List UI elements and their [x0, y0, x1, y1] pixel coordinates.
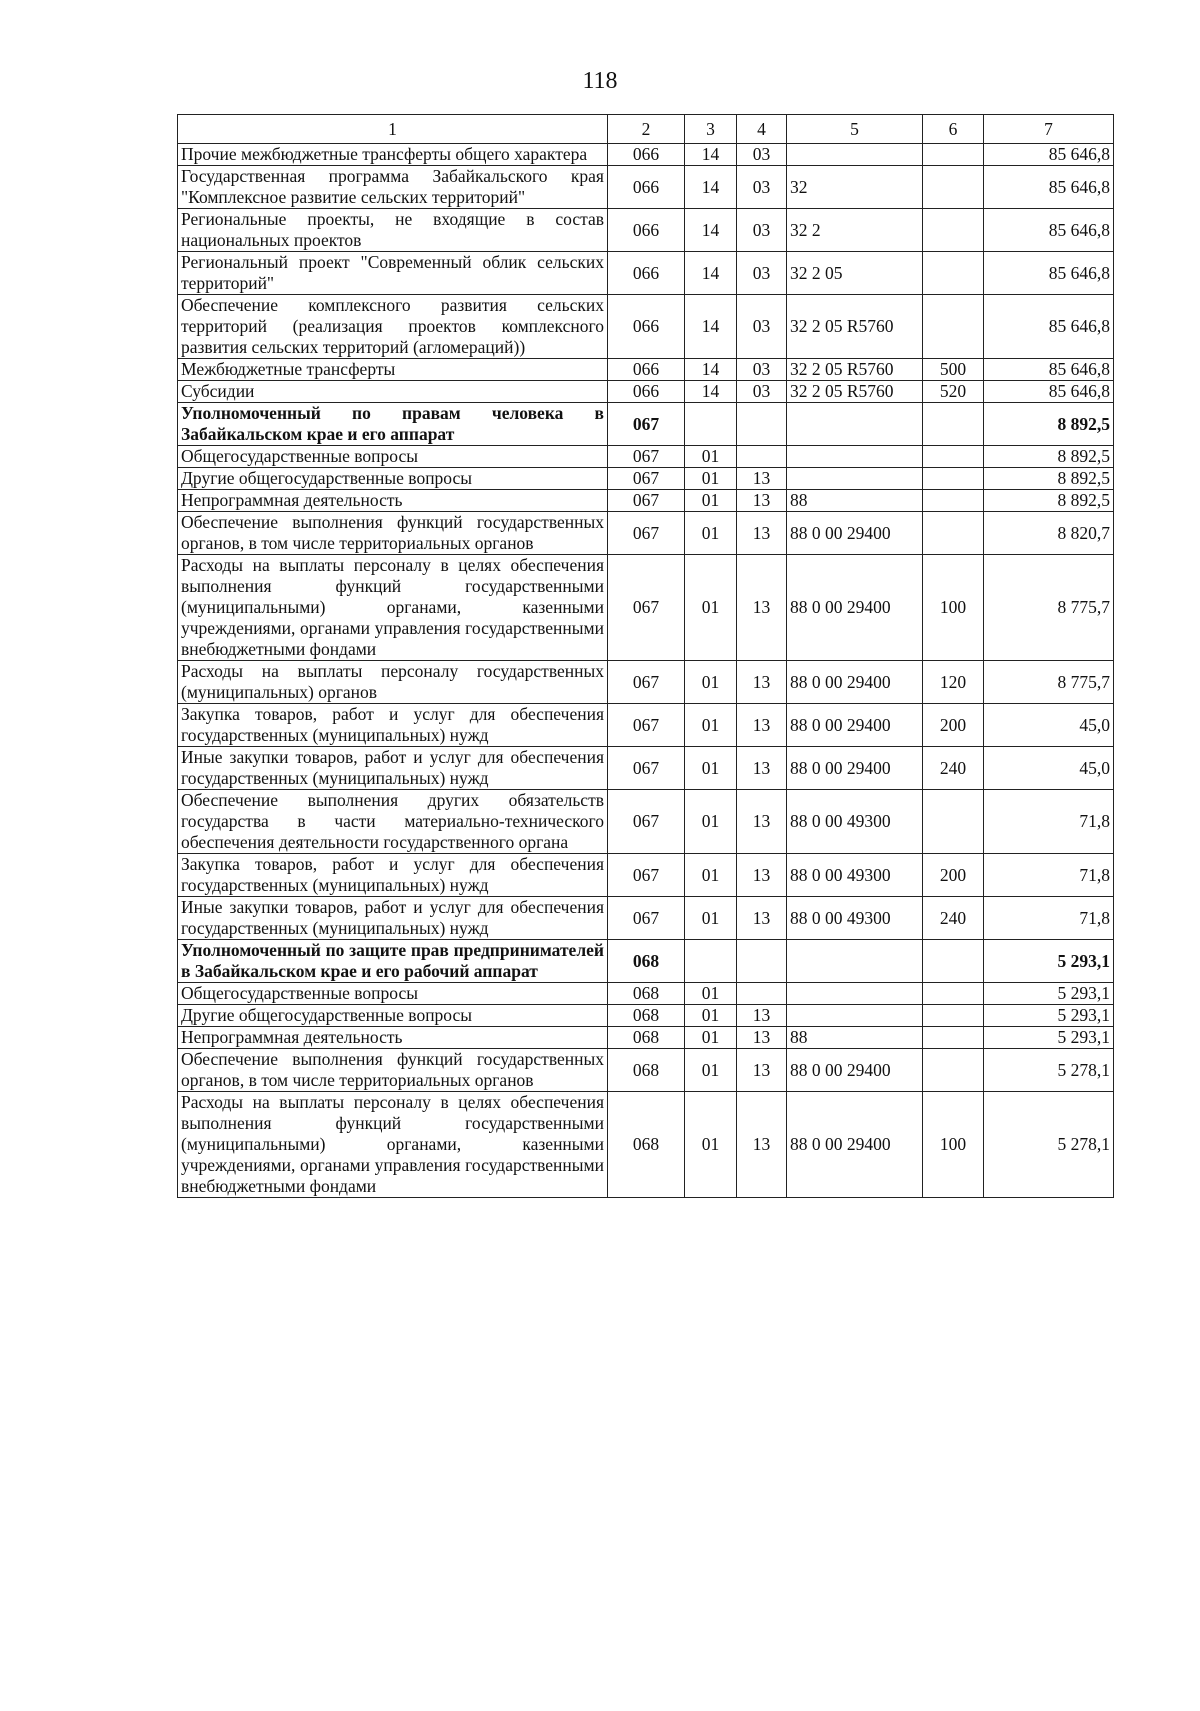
table-row: [178, 209, 1114, 252]
subsection-code-cell: 13: [737, 790, 787, 854]
header-cell-7: 7: [984, 115, 1114, 144]
section-code-cell: 01: [685, 747, 737, 790]
table-row: [178, 252, 1114, 295]
department-code-cell: 067: [608, 897, 685, 940]
subsection-code-cell: 13: [737, 1027, 787, 1049]
department-code-cell: 068: [608, 1049, 685, 1092]
table-body: [178, 144, 1114, 1198]
amount-cell: 8 892,5: [984, 403, 1114, 446]
target-article-cell: 88 0 00 29400: [787, 747, 923, 790]
item-name-cell: Другие общегосударственные вопросы: [178, 1005, 608, 1027]
target-article-cell: [787, 144, 923, 166]
item-name-cell: Иные закупки товаров, работ и услуг для обеспечения государственных (муниципальных) нужд: [178, 747, 608, 790]
expense-type-cell: [923, 468, 984, 490]
expense-type-cell: [923, 1027, 984, 1049]
item-name-cell: Расходы на выплаты персоналу в целях обеспечения выполнения функций государственными (муниципальными) органами, казенными учреждениями, органами управления государственными внебюджетными фондами: [178, 555, 608, 661]
table-row: [178, 1049, 1114, 1092]
table-row: [178, 1027, 1114, 1049]
target-article-cell: 88 0 00 29400: [787, 512, 923, 555]
target-article-cell: 88 0 00 29400: [787, 1049, 923, 1092]
expense-type-cell: [923, 166, 984, 209]
amount-cell: 85 646,8: [984, 252, 1114, 295]
table-row: [178, 555, 1114, 661]
amount-cell: 5 293,1: [984, 983, 1114, 1005]
table-row: [178, 790, 1114, 854]
item-name-cell: Уполномоченный по правам человека в Забайкальском крае и его аппарат: [178, 403, 608, 446]
item-name-cell: Закупка товаров, работ и услуг для обеспечения государственных (муниципальных) нужд: [178, 704, 608, 747]
expense-type-cell: 240: [923, 747, 984, 790]
amount-cell: 85 646,8: [984, 359, 1114, 381]
target-article-cell: [787, 403, 923, 446]
section-code-cell: 01: [685, 490, 737, 512]
section-code-cell: 14: [685, 381, 737, 403]
department-code-cell: 068: [608, 983, 685, 1005]
item-name-cell: Общегосударственные вопросы: [178, 983, 608, 1005]
amount-cell: 8 892,5: [984, 468, 1114, 490]
section-code-cell: 01: [685, 790, 737, 854]
subsection-code-cell: [737, 403, 787, 446]
item-name-cell: Непрограммная деятельность: [178, 1027, 608, 1049]
target-article-cell: [787, 446, 923, 468]
amount-cell: 8 820,7: [984, 512, 1114, 555]
item-name-cell: Региональный проект "Современный облик сельских территорий": [178, 252, 608, 295]
expense-type-cell: [923, 490, 984, 512]
amount-cell: 85 646,8: [984, 166, 1114, 209]
subsection-code-cell: 13: [737, 555, 787, 661]
subsection-code-cell: 13: [737, 512, 787, 555]
table-row: [178, 144, 1114, 166]
amount-cell: 5 293,1: [984, 940, 1114, 983]
expense-type-cell: [923, 295, 984, 359]
table-row: [178, 983, 1114, 1005]
expense-type-cell: 100: [923, 555, 984, 661]
subsection-code-cell: 13: [737, 1092, 787, 1198]
department-code-cell: 067: [608, 468, 685, 490]
subsection-code-cell: 13: [737, 1049, 787, 1092]
expense-type-cell: [923, 403, 984, 446]
amount-cell: 5 278,1: [984, 1049, 1114, 1092]
item-name-cell: Непрограммная деятельность: [178, 490, 608, 512]
subsection-code-cell: 03: [737, 381, 787, 403]
target-article-cell: 32 2 05 R5760: [787, 381, 923, 403]
target-article-cell: 88 0 00 49300: [787, 897, 923, 940]
amount-cell: 5 293,1: [984, 1005, 1114, 1027]
subsection-code-cell: 03: [737, 252, 787, 295]
amount-cell: 45,0: [984, 747, 1114, 790]
item-name-cell: Расходы на выплаты персоналу государственных (муниципальных) органов: [178, 661, 608, 704]
table-row: [178, 747, 1114, 790]
table-row: [178, 295, 1114, 359]
subsection-code-cell: 13: [737, 854, 787, 897]
expense-type-cell: [923, 1005, 984, 1027]
header-cell-1: 1: [178, 115, 608, 144]
department-code-cell: 067: [608, 747, 685, 790]
department-code-cell: 067: [608, 704, 685, 747]
section-code-cell: 01: [685, 1049, 737, 1092]
department-code-cell: 068: [608, 1027, 685, 1049]
section-code-cell: 14: [685, 166, 737, 209]
item-name-cell: Региональные проекты, не входящие в состав национальных проектов: [178, 209, 608, 252]
subsection-code-cell: 13: [737, 747, 787, 790]
subsection-code-cell: 13: [737, 490, 787, 512]
expense-type-cell: 120: [923, 661, 984, 704]
subsection-code-cell: 03: [737, 144, 787, 166]
subsection-code-cell: 03: [737, 295, 787, 359]
expense-type-cell: 200: [923, 854, 984, 897]
section-code-cell: 01: [685, 1092, 737, 1198]
item-name-cell: Обеспечение выполнения функций государственных органов, в том числе территориальных органов: [178, 512, 608, 555]
section-code-cell: 14: [685, 209, 737, 252]
table-row: [178, 403, 1114, 446]
section-code-cell: 14: [685, 359, 737, 381]
table-row: [178, 512, 1114, 555]
subsection-code-cell: 13: [737, 1005, 787, 1027]
department-code-cell: 067: [608, 854, 685, 897]
table-row: [178, 897, 1114, 940]
amount-cell: 8 892,5: [984, 490, 1114, 512]
target-article-cell: 32 2 05: [787, 252, 923, 295]
target-article-cell: 88 0 00 49300: [787, 790, 923, 854]
department-code-cell: 066: [608, 209, 685, 252]
section-code-cell: 01: [685, 512, 737, 555]
section-code-cell: 01: [685, 854, 737, 897]
target-article-cell: 32 2 05 R5760: [787, 295, 923, 359]
department-code-cell: 067: [608, 490, 685, 512]
section-code-cell: 01: [685, 1027, 737, 1049]
subsection-code-cell: [737, 983, 787, 1005]
item-name-cell: Обеспечение комплексного развития сельских территорий (реализация проектов комплексного развития сельских территорий (агломераций)): [178, 295, 608, 359]
department-code-cell: 067: [608, 555, 685, 661]
department-code-cell: 066: [608, 295, 685, 359]
subsection-code-cell: 13: [737, 704, 787, 747]
section-code-cell: 01: [685, 468, 737, 490]
section-code-cell: [685, 403, 737, 446]
department-code-cell: 067: [608, 403, 685, 446]
amount-cell: 5 278,1: [984, 1092, 1114, 1198]
target-article-cell: 88: [787, 1027, 923, 1049]
subsection-code-cell: 03: [737, 359, 787, 381]
expense-type-cell: 240: [923, 897, 984, 940]
target-article-cell: [787, 468, 923, 490]
table-row: [178, 1005, 1114, 1027]
expense-type-cell: 200: [923, 704, 984, 747]
expense-type-cell: 500: [923, 359, 984, 381]
table-row: [178, 490, 1114, 512]
item-name-cell: Государственная программа Забайкальского края "Комплексное развитие сельских территорий": [178, 166, 608, 209]
target-article-cell: [787, 940, 923, 983]
target-article-cell: 88 0 00 29400: [787, 1092, 923, 1198]
amount-cell: 8 775,7: [984, 555, 1114, 661]
item-name-cell: Обеспечение выполнения других обязательств государства в части материально-технического обеспечения деятельности государственного органа: [178, 790, 608, 854]
expense-type-cell: [923, 209, 984, 252]
target-article-cell: 88 0 00 29400: [787, 704, 923, 747]
amount-cell: 85 646,8: [984, 144, 1114, 166]
department-code-cell: 067: [608, 790, 685, 854]
item-name-cell: Межбюджетные трансферты: [178, 359, 608, 381]
department-code-cell: 068: [608, 1005, 685, 1027]
amount-cell: 85 646,8: [984, 381, 1114, 403]
section-code-cell: 01: [685, 704, 737, 747]
amount-cell: 85 646,8: [984, 295, 1114, 359]
amount-cell: 5 293,1: [984, 1027, 1114, 1049]
expense-type-cell: [923, 940, 984, 983]
target-article-cell: 88 0 00 29400: [787, 661, 923, 704]
department-code-cell: 066: [608, 144, 685, 166]
section-code-cell: 01: [685, 661, 737, 704]
section-code-cell: 01: [685, 983, 737, 1005]
item-name-cell: Уполномоченный по защите прав предпринимателей в Забайкальском крае и его рабочий аппарат: [178, 940, 608, 983]
target-article-cell: 32: [787, 166, 923, 209]
section-code-cell: 01: [685, 446, 737, 468]
item-name-cell: Другие общегосударственные вопросы: [178, 468, 608, 490]
item-name-cell: Иные закупки товаров, работ и услуг для обеспечения государственных (муниципальных) нужд: [178, 897, 608, 940]
table-row: [178, 359, 1114, 381]
department-code-cell: 066: [608, 166, 685, 209]
header-cell-5: 5: [787, 115, 923, 144]
expense-type-cell: [923, 512, 984, 555]
department-code-cell: 066: [608, 381, 685, 403]
item-name-cell: Закупка товаров, работ и услуг для обеспечения государственных (муниципальных) нужд: [178, 854, 608, 897]
subsection-code-cell: 03: [737, 166, 787, 209]
department-code-cell: 068: [608, 1092, 685, 1198]
amount-cell: 71,8: [984, 854, 1114, 897]
header-cell-3: 3: [685, 115, 737, 144]
target-article-cell: 88 0 00 29400: [787, 555, 923, 661]
subsection-code-cell: 13: [737, 897, 787, 940]
item-name-cell: Прочие межбюджетные трансферты общего характера: [178, 144, 608, 166]
expense-type-cell: 100: [923, 1092, 984, 1198]
table-row: [178, 381, 1114, 403]
amount-cell: 8 775,7: [984, 661, 1114, 704]
amount-cell: 71,8: [984, 897, 1114, 940]
expense-type-cell: [923, 1049, 984, 1092]
department-code-cell: 067: [608, 446, 685, 468]
section-code-cell: [685, 940, 737, 983]
expense-type-cell: [923, 252, 984, 295]
amount-cell: 8 892,5: [984, 446, 1114, 468]
table-row: [178, 166, 1114, 209]
page-number: 118: [582, 68, 618, 94]
expense-type-cell: [923, 983, 984, 1005]
item-name-cell: Общегосударственные вопросы: [178, 446, 608, 468]
section-code-cell: 01: [685, 1005, 737, 1027]
section-code-cell: 14: [685, 295, 737, 359]
department-code-cell: 068: [608, 940, 685, 983]
section-code-cell: 01: [685, 897, 737, 940]
target-article-cell: [787, 983, 923, 1005]
section-code-cell: 14: [685, 144, 737, 166]
item-name-cell: Расходы на выплаты персоналу в целях обеспечения выполнения функций государственными (муниципальными) органами, казенными учреждениями, органами управления государственными внебюджетными фондами: [178, 1092, 608, 1198]
header-cell-6: 6: [923, 115, 984, 144]
subsection-code-cell: 13: [737, 468, 787, 490]
subsection-code-cell: 03: [737, 209, 787, 252]
table-row: [178, 661, 1114, 704]
target-article-cell: 32 2 05 R5760: [787, 359, 923, 381]
amount-cell: 71,8: [984, 790, 1114, 854]
target-article-cell: 88: [787, 490, 923, 512]
subsection-code-cell: [737, 446, 787, 468]
expense-type-cell: [923, 144, 984, 166]
header-row: [178, 115, 1114, 144]
department-code-cell: 066: [608, 359, 685, 381]
amount-cell: 45,0: [984, 704, 1114, 747]
target-article-cell: 32 2: [787, 209, 923, 252]
department-code-cell: 067: [608, 661, 685, 704]
subsection-code-cell: 13: [737, 661, 787, 704]
section-code-cell: 14: [685, 252, 737, 295]
target-article-cell: 88 0 00 49300: [787, 854, 923, 897]
expense-type-cell: 520: [923, 381, 984, 403]
table-row: [178, 854, 1114, 897]
table-row: [178, 446, 1114, 468]
budget-table: [177, 114, 1114, 1198]
table-row: [178, 468, 1114, 490]
table-row: [178, 940, 1114, 983]
department-code-cell: 066: [608, 252, 685, 295]
item-name-cell: Обеспечение выполнения функций государственных органов, в том числе территориальных органов: [178, 1049, 608, 1092]
subsection-code-cell: [737, 940, 787, 983]
department-code-cell: 067: [608, 512, 685, 555]
table-row: [178, 1092, 1114, 1198]
section-code-cell: 01: [685, 555, 737, 661]
item-name-cell: Субсидии: [178, 381, 608, 403]
expense-type-cell: [923, 790, 984, 854]
amount-cell: 85 646,8: [984, 209, 1114, 252]
table-row: [178, 704, 1114, 747]
expense-type-cell: [923, 446, 984, 468]
header-cell-2: 2: [608, 115, 685, 144]
header-cell-4: 4: [737, 115, 787, 144]
target-article-cell: [787, 1005, 923, 1027]
